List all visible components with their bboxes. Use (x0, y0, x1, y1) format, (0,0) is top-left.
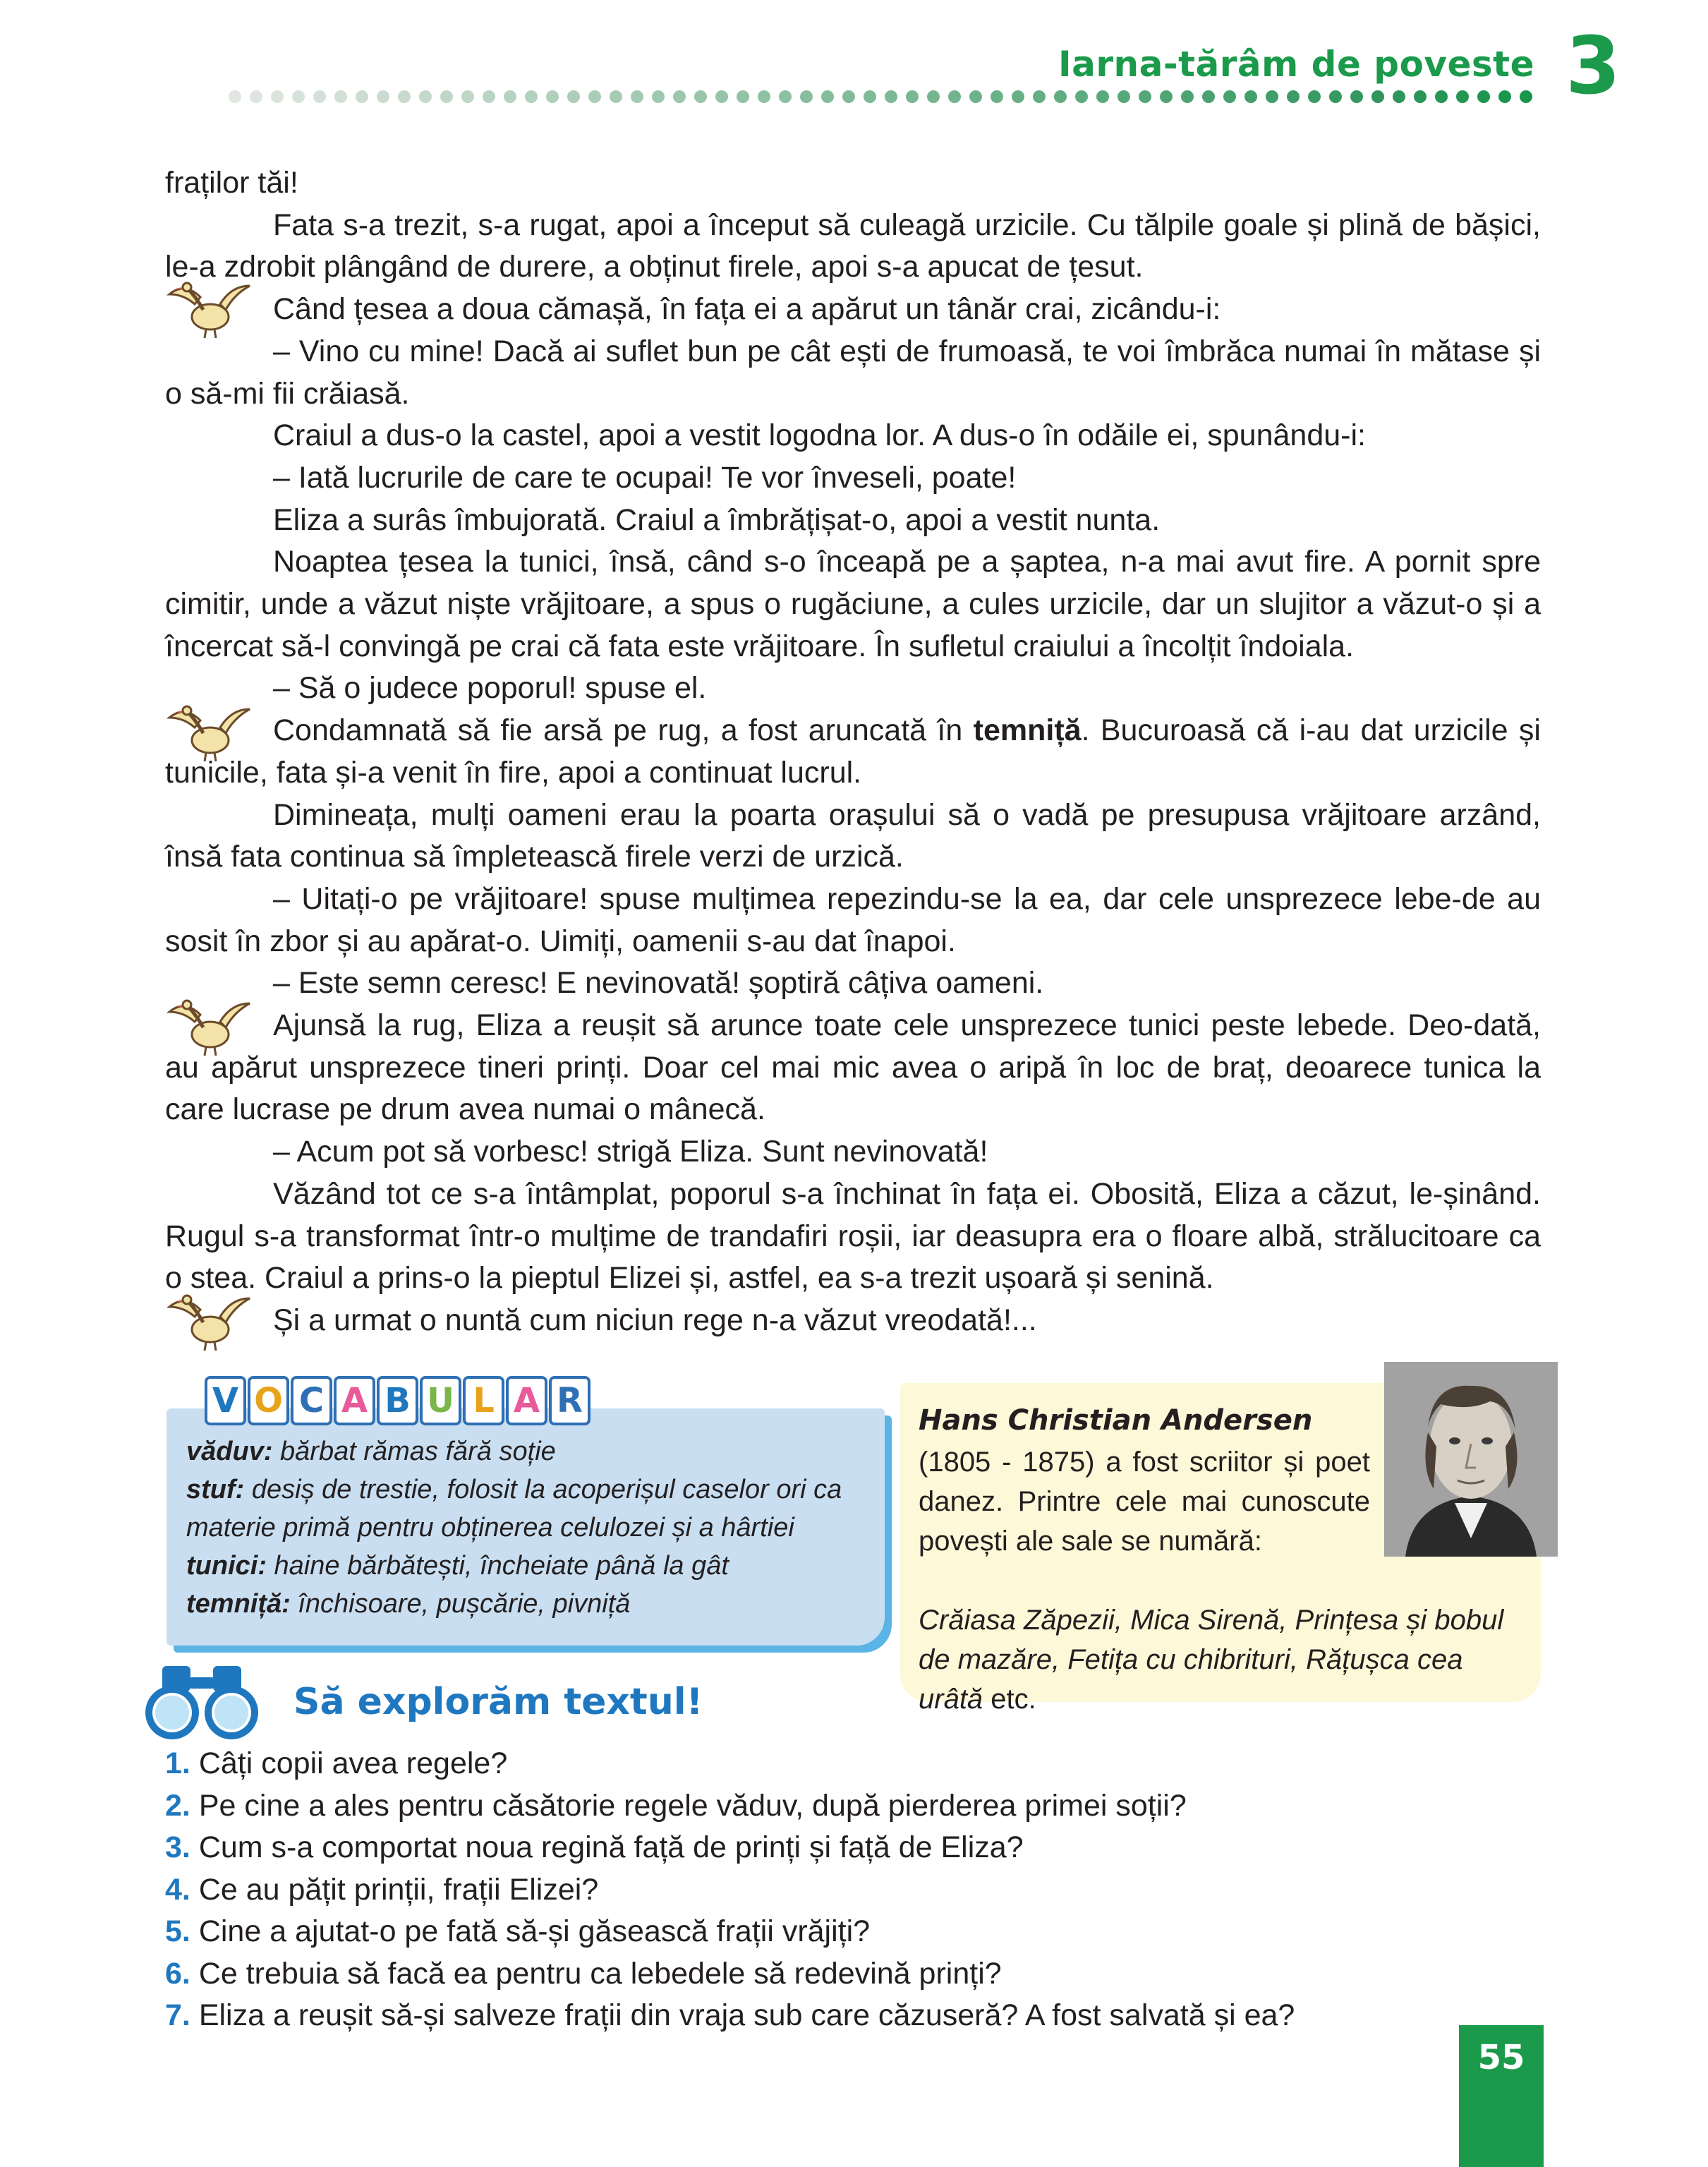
header-dot (1202, 90, 1215, 103)
header-dot (927, 90, 940, 103)
vocab-definition: desiș de trestie, folosit la acoperișul caselor ori ca materie primă pentru obținerea celulozei și a hârtiei (186, 1475, 842, 1543)
vocabulary-title (205, 1376, 592, 1425)
header-dot (969, 90, 982, 103)
header-dot (821, 90, 834, 103)
bold-term: temniță (973, 713, 1082, 748)
question-item: 1. Câți copii avea regele? (165, 1746, 508, 1780)
question-number: 4. (165, 1872, 190, 1907)
author-name: Hans Christian Andersen (919, 1404, 1313, 1437)
header-dot (588, 90, 601, 103)
header-dot (483, 90, 495, 103)
header-dot (758, 90, 770, 103)
question-item: 6. Ce trebuia să facă ea pentru ca lebedele să redevină prinți? (165, 1956, 1002, 1991)
unit-number: 3 (1565, 20, 1621, 112)
header-dot (1329, 90, 1342, 103)
works-list: Crăiasa Zăpezii, Mica Sirenă, Prințesa și bobul de mazăre, Fetița cu chibrituri, Rățușca cea urâtă (919, 1605, 1504, 1715)
header-dot (1477, 90, 1490, 103)
header-dot (525, 90, 538, 103)
header-dot (419, 90, 432, 103)
paragraph: Noaptea țesea la tunici, însă, când s-o înceapă pe a șaptea, n-a mai avut fire. A pornit spre cimitir, unde a văzut niște vrăjitoare, a spus o rugăciune, a cules urzicile, dar un slujitor a văzut-o și a încercat să-l convingă pe crai că fata este vrăjitoare. În sufletul craiului a încolțit îndoiala. (165, 545, 1541, 663)
header-dot (991, 90, 1003, 103)
vocab-definition: haine bărbătești, încheiate până la gât (266, 1551, 729, 1581)
vocab-letter: V (205, 1376, 246, 1425)
vocab-letter: R (549, 1376, 590, 1425)
paragraph: Condamnată să fie arsă pe rug, a fost aruncată în temniță. Bucuroasă că i-au dat urzicile și tunicile, fata și-a venit în fire, apoi a continuat lucrul. (165, 713, 1541, 790)
header-dot (948, 90, 961, 103)
header-dot (1520, 90, 1532, 103)
question-number: 3. (165, 1830, 190, 1864)
vocab-letter: A (334, 1376, 375, 1425)
dialogue: – Să o judece poporul! spuse el. (273, 671, 707, 706)
vocab-term: văduv: (186, 1437, 273, 1466)
question-item: 4. Ce au pățit prinții, frații Elizei? (165, 1872, 599, 1907)
header-dot (1012, 90, 1024, 103)
header-dot (1350, 90, 1363, 103)
header-dot (1266, 90, 1278, 103)
section-title: Să explorăm textul! (293, 1681, 703, 1723)
header-dot (800, 90, 813, 103)
header-dot (673, 90, 686, 103)
vocab-definition: închisoare, pușcărie, pivniță (290, 1589, 631, 1619)
vocab-term: stuf: (186, 1475, 245, 1504)
question-item: 3. Cum s-a comportat noua regină față de prinți și față de Eliza? (165, 1830, 1024, 1864)
paragraph: Fata s-a trezit, s-a rugat, apoi a început să culeagă urzicile. Cu tălpile goale și plină de bășici, le-a zdrobit plângând de durere, a obținut firele, apoi s-a apucat de țesut. (165, 207, 1541, 284)
unit-title: Iarna-tărâm de poveste (1058, 44, 1534, 85)
header-dot (779, 90, 792, 103)
header-dot (1054, 90, 1067, 103)
vocab-term: temniță: (186, 1589, 291, 1619)
header-dot (377, 90, 389, 103)
header-dot (334, 90, 347, 103)
paragraph: Când țesea a doua cămașă, în fața ei a apărut un tânăr crai, zicându-i: (273, 292, 1221, 327)
paragraph: fraților tăi! (165, 166, 298, 200)
header-dot (864, 90, 876, 103)
header-dot (440, 90, 453, 103)
header-dot (1308, 90, 1321, 103)
question-item: 5. Cine a ajutat-o pe fată să-și găsească frații vrăjiți? (165, 1914, 871, 1948)
question-number: 7. (165, 1998, 190, 2032)
header-dot (1033, 90, 1046, 103)
vocab-term: tunici: (186, 1551, 267, 1581)
question-number: 5. (165, 1914, 190, 1948)
header-dot (610, 90, 622, 103)
header-dot (652, 90, 665, 103)
header-dot (1393, 90, 1405, 103)
header-dot (1223, 90, 1236, 103)
header-dot (1287, 90, 1300, 103)
header-dot (1181, 90, 1194, 103)
vocab-letter: A (506, 1376, 547, 1425)
header-dot (229, 90, 241, 103)
header-dot (842, 90, 855, 103)
dialogue: – Vino cu mine! Dacă ai suflet bun pe cât ești de frumoasă, te voi îmbrăca numai în mătase și o să-mi fii crăiasă. (165, 334, 1541, 411)
header-dot (1139, 90, 1151, 103)
header-dot (715, 90, 728, 103)
dialogue: – Iată lucrurile de care te ocupai! Te vor înveseli, poate! (273, 460, 1017, 495)
page-number: 55 (1459, 2025, 1544, 2167)
header-dot (1075, 90, 1088, 103)
question-number: 6. (165, 1956, 190, 1991)
header-dot (1371, 90, 1384, 103)
header-dot (737, 90, 749, 103)
dialogue: – Acum pot să vorbesc! strigă Eliza. Sunt nevinovată! (273, 1135, 988, 1169)
header-dot (1118, 90, 1130, 103)
vocab-letter: C (291, 1376, 332, 1425)
header-dot (1435, 90, 1448, 103)
story-text (165, 162, 1541, 1342)
vocab-entry (186, 1432, 878, 1471)
header-dotted-line (226, 87, 1538, 106)
question-item: 7. Eliza a reușit să-și salveze frații din vraja sub care căzuseră? A fost salvată și ea? (165, 1998, 1295, 2032)
paragraph: Dimineața, mulți oameni erau la poarta orașului să o vadă pe presupusa vrăjitoare arzând, însă fata continua să împletească firele verzi de urzică. (165, 797, 1541, 874)
author-bio: (1805 - 1875) a fost scriitor și poet danez. Printre cele mai cunoscute povești ale sale se numără: (919, 1447, 1370, 1557)
header-dot (292, 90, 305, 103)
paragraph: Văzând tot ce s-a întâmplat, poporul s-a închinat în fața ei. Obosită, Eliza a căzut, le-șinând. Rugul s-a transformat într-o mulțime de trandafiri roșii, iar deasupra era o floare albă, strălucitoare ca o stea. Craiul a prins-o la pieptul Elizei și, astfel, ea s-a trezit ușoară și senină. (165, 1176, 1541, 1296)
header-dot (1096, 90, 1109, 103)
dialogue: – Este semn ceresc! E nevinovată! șoptiră câțiva oameni. (273, 966, 1044, 1001)
header-dot (906, 90, 919, 103)
paragraph: Craiul a dus-o la castel, apoi a vestit logodna lor. A dus-o în odăile ei, spunându-i: (273, 418, 1366, 453)
author-works: Crăiasa Zăpezii, Mica Sirenă, Prințesa și bobul de mazăre, Fetița cu chibrituri, Rățușca cea urâtă etc. (919, 1605, 1504, 1715)
header-dot (461, 90, 474, 103)
header-dot (398, 90, 411, 103)
header-dot (356, 90, 368, 103)
header-dot (631, 90, 643, 103)
binoculars-icon (141, 1662, 262, 1742)
header-dot (567, 90, 580, 103)
header-dot (1160, 90, 1173, 103)
header-dot (885, 90, 897, 103)
header-dot (1456, 90, 1469, 103)
vocab-entry (186, 1471, 878, 1547)
dialogue: – Uitați-o pe vrăjitoare! spuse mulțimea repezindu-se la ea, dar cele unsprezece lebe-de au sosit în zbor și au apărat-o. Uimiți, oamenii s-au dat înapoi. (165, 881, 1541, 958)
paragraph: Și a urmat o nuntă cum niciun rege n-a văzut vreodată!... (273, 1303, 1037, 1337)
author-portrait-image (1384, 1362, 1558, 1557)
header-dot (546, 90, 559, 103)
header-dot (250, 90, 262, 103)
vocab-entry (186, 1585, 878, 1623)
vocab-letter: O (248, 1376, 289, 1425)
vocab-entry (186, 1547, 878, 1585)
header-dot (1498, 90, 1511, 103)
header-dot (1414, 90, 1427, 103)
vocab-letter: U (420, 1376, 461, 1425)
vocabulary-list (186, 1432, 878, 1623)
vocab-letter: B (377, 1376, 418, 1425)
vocab-letter: L (463, 1376, 504, 1425)
question-list (165, 1743, 1541, 2037)
header-dot (313, 90, 326, 103)
header-dot (694, 90, 707, 103)
header-dot (271, 90, 284, 103)
question-item: 2. Pe cine a ales pentru căsătorie regele văduv, după pierderea primei soții? (165, 1788, 1187, 1823)
header-dot (504, 90, 516, 103)
question-number: 1. (165, 1746, 190, 1780)
question-number: 2. (165, 1788, 190, 1823)
paragraph: Eliza a surâs îmbujorată. Craiul a îmbrățișat-o, apoi a vestit nunta. (273, 502, 1161, 537)
header-dot (1244, 90, 1257, 103)
paragraph: Ajunsă la rug, Eliza a reușit să arunce toate cele unsprezece tunici peste lebede. Deo-dată, au apărut unsprezece tineri prinți. Doar cel mai mic avea o aripă în loc de braț, deoarece tunica la care lucrase pe drum avea numai o mânecă. (165, 1008, 1541, 1127)
vocab-definition: bărbat rămas fără soție (272, 1437, 556, 1466)
